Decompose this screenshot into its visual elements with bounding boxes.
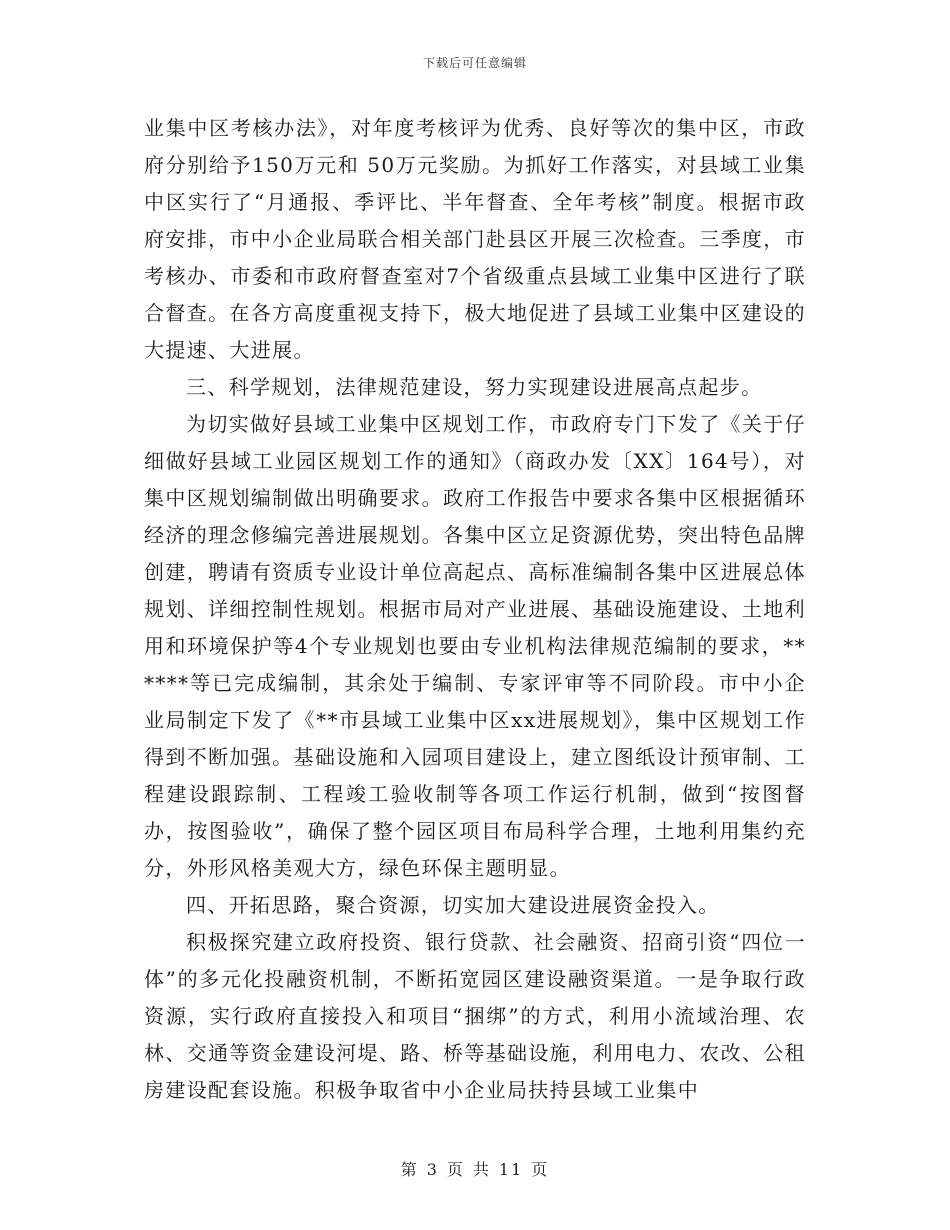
footer-total-pages: 11: [498, 1160, 524, 1179]
paragraph-1: 业集中区考核办法》，对年度考核评为优秀、良好等次的集中区，市政府分别给予150万元和 50万元奖励。为抓好工作落实，对县域工业集中区实行了“月通报、季评比、半年督查、全年考核”制度。根据市政府安排，市中小企业局联合相关部门赴县区开展三次检查。三季度，市考核办、市委和市政府督查室对7个省级重点县域工业集中区进行了联合督查。在各方高度重视支持下，极大地促进了县域工业集中区建设的大提速、大进展。: [144, 116, 806, 362]
footer-page-label: 第: [400, 1160, 419, 1179]
footer-page-unit-2: 页: [531, 1160, 550, 1179]
paragraph-3: 积极探究建立政府投资、银行贷款、社会融资、招商引资“四位一体”的多元化投融资机制，不断拓宽园区建设融资渠道。一是争取行政资源，实行政府直接投入和项目“捆绑”的方式，利用小流域治理、农林、交通等资金建设河堤、路、桥等基础设施，利用电力、农改、公租房建设配套设施。积极争取省中小企业局扶持县域工业集中: [144, 930, 806, 1102]
paragraph-2: 为切实做好县域工业集中区规划工作，市政府专门下发了《关于仔细做好县域工业园区规划工作的通知》（商政办发〔XX〕164号），对集中区规划编制做出明确要求。政府工作报告中要求各集中区根据循环经济的理念修编完善进展规划。各集中区立足资源优势，突出特色品牌创建，聘请有资质专业设计单位高起点、高标准编制各集中区进展总体规划、详细控制性规划。根据市局对产业进展、基础设施建设、土地利用和环境保护等4个专业规划也要由专业机构法律规范编制的要求，******等已完成编制，其余处于编制、专家评审等不同阶段。市中小企业局制定下发了《**市县域工业集中区xx进展规划》，集中区规划工作得到不断加强。基础设施和入园项目建设上，建立图纸设计预审制、工程建设跟踪制、工程竣工验收制等各项工作运行机制，做到“按图督办，按图验收”，确保了整个园区项目布局科学合理，土地利用集约充分，外形风格美观大方，绿色环保主题明显。: [144, 412, 806, 880]
section-heading-3: 三、科学规划，法律规范建设，努力实现建设进展高点起步。: [186, 375, 763, 399]
page-header: 下载后可任意编辑: [422, 56, 527, 70]
document-body: [144, 110, 806, 1109]
footer-current-page: 3: [426, 1160, 439, 1179]
page-footer: [0, 1157, 950, 1180]
footer-total-label: 共: [472, 1160, 491, 1179]
section-heading-4: 四、开拓思路，聚合资源，切实加大建设进展资金投入。: [186, 893, 720, 917]
footer-page-unit: 页: [446, 1160, 465, 1179]
